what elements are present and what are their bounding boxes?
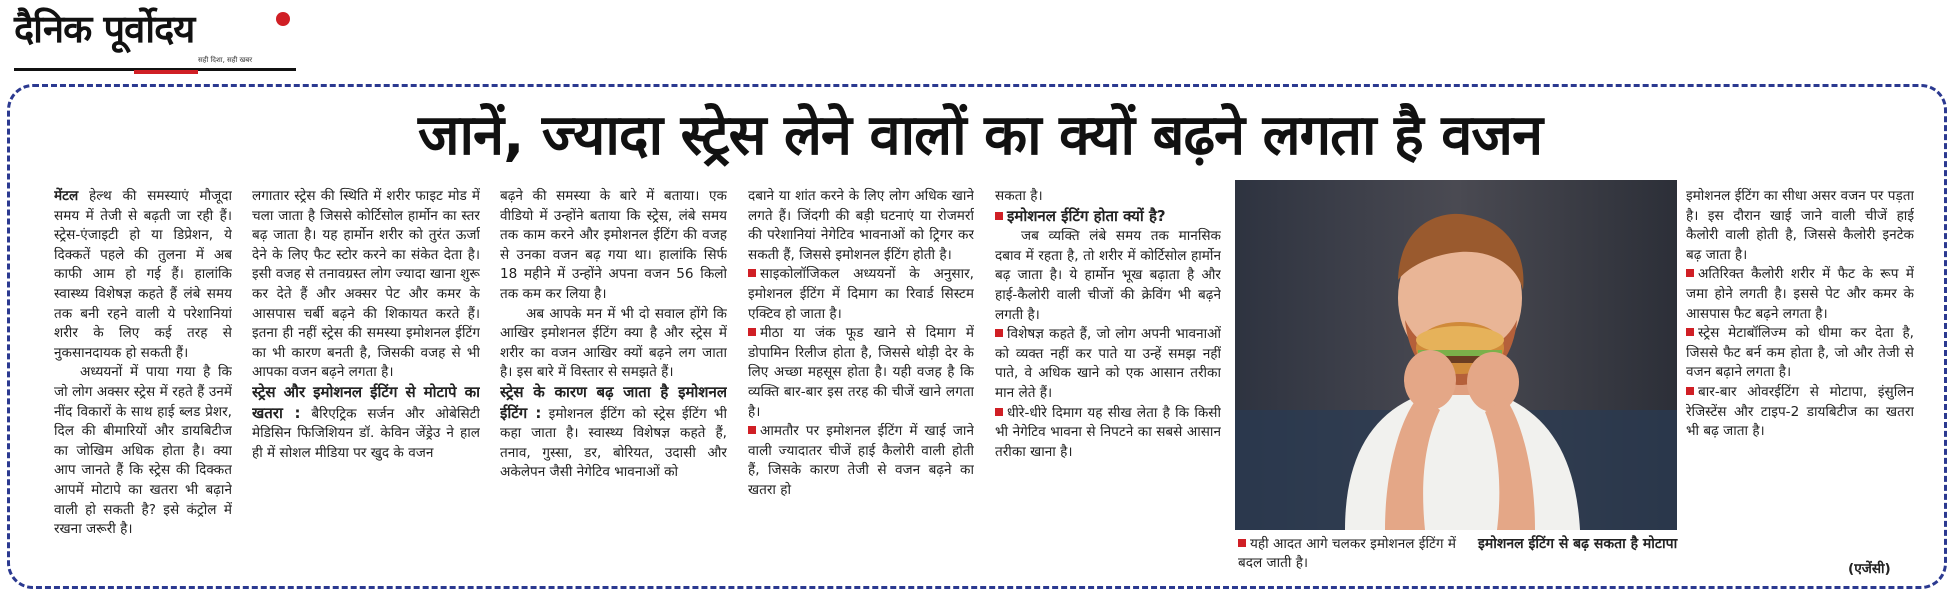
article-column-3	[500, 187, 727, 483]
paragraph	[500, 305, 727, 383]
subheading: इमोशनल ईटिंग होता क्यों है?	[1007, 206, 1166, 225]
paragraph-text: अध्ययनों में पाया गया है कि जो लोग अक्सर स्ट्रेस में रहते हैं उनमें नींद विकारों के साथ हाई ब्लड प्रेशर, दिल की बीमारियों और डायबिटीज का जोखिम अधिक होता है। क्या आप जानते हैं कि स्ट्रेस की दिक्कत आपमें मोटापे का खतरा भी बढ़ाने वाली हो सकती है? इसे कंट्रोल में रखना जरूरी है।	[54, 364, 232, 538]
masthead-tagline: सही दिशा, सही खबर	[198, 56, 253, 64]
paragraph-text: दबाने या शांत करने के लिए लोग अधिक खाने लगते हैं। जिंदगी की बड़ी घटनाएं या रोजमर्रा की परेशानियां नेगेटिव भावनाओं को ट्रिगर कर सकती हैं, जिससे इमोशनल ईटिंग होती है।	[748, 188, 974, 263]
lead-word: मेंटल	[54, 188, 79, 204]
paragraph-text: मीठा या जंक फूड खाने से दिमाग में डोपामिन रिलीज होता है, जिससे थोड़ी देर के लिए अच्छा महसूस होता है। यही वजह है कि व्यक्ति बार-बार इस तरह की चीजें खाने लगता है।	[748, 325, 974, 420]
agency-credit: (एजेंसी)	[1848, 561, 1891, 577]
paragraph	[748, 324, 974, 422]
bullet-square-icon	[1686, 387, 1694, 395]
bullet-square-icon	[1686, 328, 1694, 336]
paragraph	[1686, 265, 1914, 324]
masthead-red-bar	[134, 70, 198, 74]
paragraph	[54, 363, 232, 539]
article-column-5	[995, 187, 1221, 462]
paragraph-text: विशेषज्ञ कहते हैं, जो लोग अपनी भावनाओं को व्यक्त नहीं कर पाते या उन्हें समझ नहीं पाते, वे अधिक खाने को एक आसान तरीका मान लेते हैं।	[995, 326, 1221, 401]
paragraph	[252, 383, 480, 463]
paragraph-text: बैरिएट्रिक सर्जन और ओबेसिटी मेडिसिन फिजिशियन डॉ. केविन जेंड्रेउ ने हाल ही में सोशल मीडिया पर खुद के वजन	[252, 405, 480, 461]
paragraph-text: अब आपके मन में भी दो सवाल होंगे कि आखिर इमोशनल ईटिंग क्या है और स्ट्रेस में शरीर का वजन आखिर क्यों बढ़ने लग जाता है। इस बारे में विस्तार से समझते हैं।	[500, 305, 727, 381]
paragraph-text: जब व्यक्ति लंबे समय तक मानसिक दबाव में रहता है, तो शरीर में कोर्टिसोल हार्मोन बढ़ जाता है। ये हार्मोन भूख बढ़ाता है और हाई-कैलोरी वाली चीजों की क्रेविंग भी बढ़ने लगती है।	[995, 228, 1221, 323]
article-column-1	[54, 187, 232, 540]
paragraph	[995, 325, 1221, 403]
article-column-2	[252, 187, 480, 463]
paragraph-text: लगातार स्ट्रेस की स्थिति में शरीर फाइट मोड में चला जाता है जिससे कोर्टिसोल हार्मोन का स्तर बढ़ जाता है। यह हार्मोन शरीर को तुरंत ऊर्जा देने के लिए फैट स्टोर करने का संकेत देता है। इसी वजह से तनावग्रस्त लोग ज्यादा खाना शुरू कर देते हैं और अक्सर पेट और कमर के आसपास चर्बी बढ़ने की शिकायत करते हैं। इतना ही नहीं स्ट्रेस की समस्या इमोशनल ईटिंग का भी कारण बनती है, जिसकी वजह से भी आपका वजन बढ़ने लगता है।	[252, 188, 480, 381]
paragraph	[748, 265, 974, 324]
paragraph-text: स्ट्रेस मेटाबॉलिज्म को धीमा कर देता है, जिससे फैट बर्न कम होता है, जो और तेजी से वजन बढ़ाने लगता है।	[1686, 325, 1914, 381]
subheading: स्ट्रेस और इमोशनल ईटिंग से मोटापे का खतरा :	[252, 382, 480, 422]
bullet-square-icon	[995, 212, 1003, 220]
photo-caption-right: इमोशनल ईटिंग से बढ़ सकता है मोटापा	[1478, 536, 1678, 552]
bullet-square-icon	[1238, 539, 1246, 547]
paragraph-text: इमोशनल ईटिंग को स्ट्रेस ईटिंग भी कहा जाता है। स्वास्थ्य विशेषज्ञ कहते हैं, तनाव, गुस्सा, डर, बोरियत, उदासी और अकेलेपन जैसी नेगेटिव भावनाओं को	[500, 405, 727, 481]
bullet-square-icon	[748, 426, 756, 434]
paragraph-text: बार-बार ओवरईटिंग से मोटापा, इंसुलिन रेजिस्टेंस और टाइप-2 डायबिटीज का खतरा भी बढ़ जाता है।	[1686, 383, 1914, 440]
paragraph-text: इमोशनल ईटिंग का सीधा असर वजन पर पड़ता है। इस दौरान खाई जाने वाली चीजें हाई कैलोरी वाली होती है, जिससे कैलोरी इनटेक बढ़ जाता है।	[1686, 188, 1914, 263]
paragraph-text: बढ़ने की समस्या के बारे में बताया। एक वीडियो में उन्होंने बताया कि स्ट्रेस, लंबे समय तक काम करने और इमोशनल ईटिंग की वजह से उनका वजन बढ़ गया था। हालांकि सिर्फ 18 महीने में उन्होंने अपना वजन 56 किलो तक कम कर लिया है।	[500, 188, 727, 302]
man-eating-burger-photo	[1235, 180, 1677, 530]
man-eating-burger-illustration	[1235, 180, 1677, 530]
paragraph	[500, 383, 727, 483]
paragraph-text: सकता है।	[995, 188, 1043, 204]
paragraph	[748, 187, 974, 265]
article-column-4	[748, 187, 974, 501]
paragraph	[1686, 383, 1914, 442]
paragraph-text: आमतौर पर इमोशनल ईटिंग में खाई जाने वाली ज्यादातर चीजें हाई कैलोरी वाली होती हैं, जिसके कारण तेजी से वजन बढ़ने का खतरा हो	[748, 423, 974, 498]
paragraph	[995, 404, 1221, 463]
paragraph-text: अतिरिक्त कैलोरी शरीर में फैट के रूप में जमा होने लगती है। इससे पेट और कमर के आसपास फैट बढ़ने लगता है।	[1686, 266, 1914, 322]
paragraph	[500, 187, 727, 305]
paragraph	[995, 227, 1221, 325]
paragraph-text: साइकोलॉजिकल अध्ययनों के अनुसार, इमोशनल ईटिंग में दिमाग का रिवार्ड सिस्टम एक्टिव हो जाता है।	[748, 266, 974, 322]
bullet-square-icon	[995, 329, 1003, 337]
bullet-square-icon	[748, 328, 756, 336]
paragraph	[748, 422, 974, 500]
paragraph	[995, 207, 1221, 228]
paragraph-text: धीरे-धीरे दिमाग यह सीख लेता है कि किसी भी नेगेटिव भावना से निपटने का सबसे आसान तरीका खाना है।	[995, 404, 1221, 460]
article-headline: जानें, ज्यादा स्ट्रेस लेने वालों का क्यों बढ़ने लगता है वजन	[417, 103, 1543, 168]
paragraph	[54, 187, 232, 363]
bullet-square-icon	[1686, 269, 1694, 277]
paragraph	[995, 187, 1221, 207]
article-column-6	[1686, 187, 1914, 442]
subheading: स्ट्रेस के कारण बढ़ जाता है इमोशनल ईटिंग :	[500, 382, 727, 422]
paragraph-text: हेल्थ की समस्याएं मौजूदा समय में तेजी से बढ़ती जा रही हैं। स्ट्रेस-एंजाइटी हो या डिप्रेशन, ये दिक्कतें पहले की तुलना में अब काफी आम हो गई हैं। हालांकि स्वास्थ्य विशेषज्ञ कहते हैं लंबे समय तक बनी रहने वाली ये परेशानियां शरीर के लिए कई तरह से नुकसानदायक हो सकती हैं।	[54, 188, 232, 361]
masthead-logo-dot	[276, 12, 290, 26]
photo-caption-left: यही आदत आगे चलकर इमोशनल ईटिंग में बदल जाती है।	[1238, 536, 1456, 571]
masthead-title: दैनिक पूर्वोदय	[14, 7, 195, 51]
paragraph	[1686, 187, 1914, 265]
bullet-square-icon	[748, 269, 756, 277]
paragraph	[252, 187, 480, 383]
bullet-square-icon	[995, 408, 1003, 416]
paragraph	[1686, 324, 1914, 383]
